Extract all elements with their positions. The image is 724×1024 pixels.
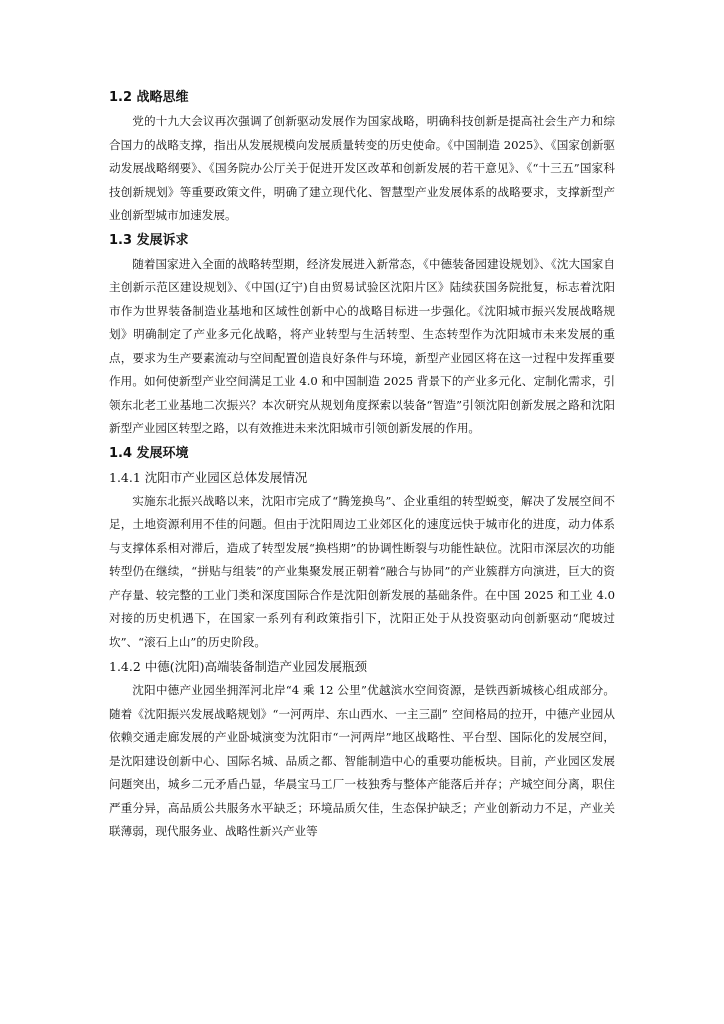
paragraph-park-overview: 实施东北振兴战略以来，沈阳市完成了“腾笼换鸟”、企业重组的转型蜕变，解决了发展空间不足，土地资源利用不佳的问题。但由于沈阳周边工业郊区化的速度远快于城市化的进度，动力体系与支撑体系相对滞后，造成了转型发展“换档期”的协调性断裂与功能性缺位。沈阳市深层次的功能转型仍在继续，“拼贴与组装”的产业集聚发展正朝着“融合与协同”的产业簇群方向演进，巨大的资产存量、较完整的工业门类和深度国际合作是沈阳创新发展的基础条件。在中国 2025 和工业 4.0 对接的历史机遇下，在国家一系列有利政策指引下，沈阳正处于从投资驱动向创新驱动“爬坡过坎”、“滚石上山”的历史阶段。 [109,493,615,649]
paragraph-strategic-thinking: 党的十九大会议再次强调了创新驱动发展作为国家战略，明确科技创新是提高社会生产力和综合国力的战略支撑，指出从发展规模向发展质量转变的历史使命。《中国制造 2025》、《国家创新驱动发展战略纲要》、《国务院办公厅关于促进开发区改革和创新发展的若干意见》、《“十三五”国家科技创新规划》等重要政策文件，明确了建立现代化、智慧型产业发展体系的战略要求，支撑新型产业创新型城市加速发展。 [109,114,615,222]
text-column [109,86,615,845]
subsection-heading-1-4-1: 1.4.1 沈阳市产业园区总体发展情况 [109,469,308,485]
paragraph-park-bottlenecks: 沈阳中德产业园坐拥浑河北岸“4 乘 12 公里”优越滨水空间资源，是铁西新城核心组成部分。随着《沈阳振兴发展战略规划》“一河两岸、东山西水、一主三副” 空间格局的拉开，中德产业园从依赖交通走廊发展的产业卧城演变为沈阳市“一河两岸”地区战略性、平台型、国际化的发展空间，是沈阳建设创新中心、国际名城、品质之都、智能制造中心的重要功能板块。目前，产业园区发展问题突出，城乡二元矛盾凸显，华晨宝马工厂一枝独秀与整体产能落后并存；产城空间分离，职住严重分异，高品质公共服务水平缺乏；环境品质欠佳，生态保护缺乏；产业创新动力不足，产业关联薄弱，现代服务业、战略性新兴产业等 [109,683,615,838]
section-heading-1-4: 1.4 发展环境 [109,445,189,461]
paragraph-development-demand: 随着国家进入全面的战略转型期，经济发展进入新常态，《中德装备园建设规划》、《沈大国家自主创新示范区建设规划》、《中国(辽宁)自由贸易试验区沈阳片区》陆续获国务院批复，标志着沈阳市作为世界装备制造业基地和区域性创新中心的战略目标进一步强化。《沈阳城市振兴发展战略规划》明确制定了产业多元化战略，将产业转型与生活转型、生态转型作为沈阳城市未来发展的重点，要求为生产要素流动与空间配置创造良好条件与环境，新型产业园区将在这一过程中发挥重要作用。如何使新型产业空间满足工业 4.0 和中国制造 2025 背景下的产业多元化、定制化需求，引领东北老工业基地二次振兴？本次研究从规划角度探索以装备“智造”引领沈阳创新发展之路和沈阳新型产业园区转型之路，以有效推进未来沈阳城市引领创新发展的作用。 [109,256,615,435]
section-heading-1-2: 1.2 战略思维 [109,90,189,105]
section-heading-1-3: 1.3 发展诉求 [109,232,189,248]
subsection-heading-1-4-2: 1.4.2 中德(沈阳)高端装备制造产业园发展瓶颈 [109,659,368,674]
